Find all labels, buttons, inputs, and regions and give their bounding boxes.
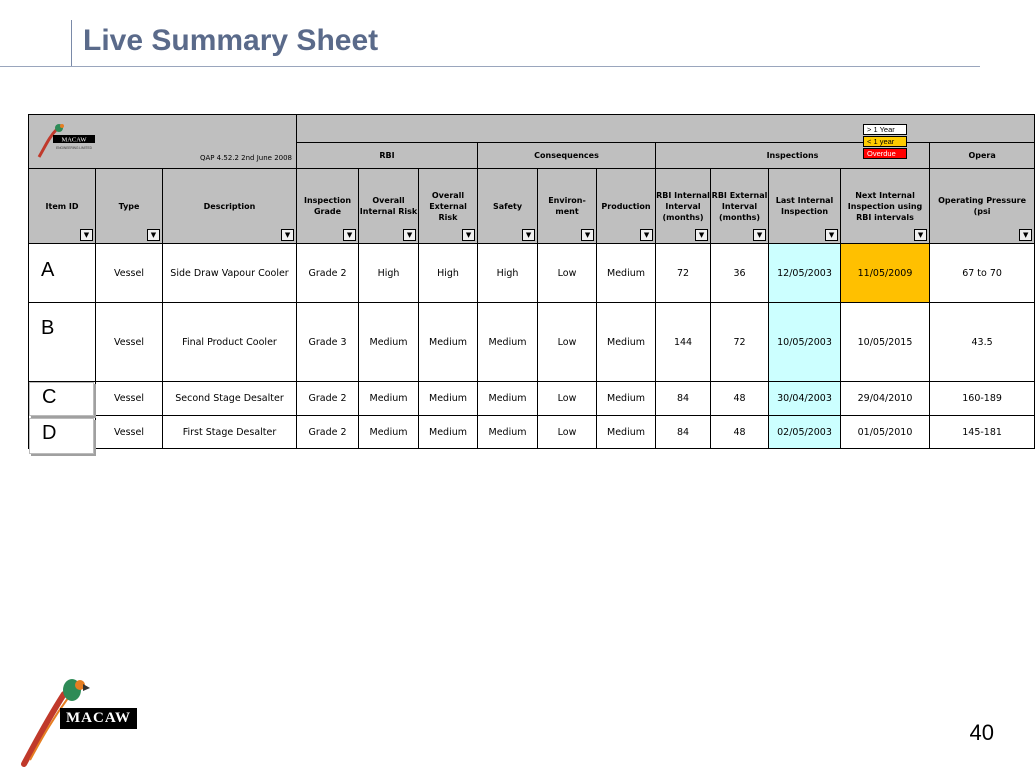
table-row bbox=[29, 382, 1035, 416]
title-divider bbox=[71, 20, 72, 66]
header-external-risk: Overall External Risk ▼ bbox=[419, 169, 478, 244]
legend-under-1-year: < 1 year bbox=[863, 136, 907, 147]
grade-cell[interactable]: Grade 3 bbox=[297, 303, 359, 382]
qap-reference: QAP 4.52.2 2nd June 2008 bbox=[199, 154, 293, 162]
internal-risk-cell[interactable]: High bbox=[359, 244, 419, 303]
summary-spreadsheet bbox=[28, 114, 1029, 452]
internal-risk-cell[interactable]: Medium bbox=[359, 382, 419, 416]
header-type: Type ▼ bbox=[96, 169, 163, 244]
filter-dropdown-icon[interactable]: ▼ bbox=[462, 229, 475, 241]
row-label-d: D bbox=[29, 418, 94, 454]
header-item-id: Item ID ▼ bbox=[29, 169, 96, 244]
header-rbi-internal: RBI Internal Interval (months) ▼ bbox=[656, 169, 711, 244]
filter-dropdown-icon[interactable]: ▼ bbox=[914, 229, 927, 241]
last-inspection-cell[interactable]: 10/05/2003 bbox=[769, 303, 841, 382]
pressure-cell[interactable]: 145-181 bbox=[930, 416, 1035, 449]
rbi-internal-cell[interactable]: 144 bbox=[656, 303, 711, 382]
type-cell[interactable]: Vessel bbox=[96, 303, 163, 382]
header-rbi-external: RBI External Interval (months) ▼ bbox=[711, 169, 769, 244]
rbi-external-cell[interactable]: 48 bbox=[711, 382, 769, 416]
next-inspection-cell[interactable]: 11/05/2009 bbox=[841, 244, 930, 303]
last-inspection-cell[interactable]: 30/04/2003 bbox=[769, 382, 841, 416]
macaw-wordmark: MACAW bbox=[60, 708, 137, 729]
last-inspection-cell[interactable]: 12/05/2003 bbox=[769, 244, 841, 303]
table-row bbox=[29, 244, 1035, 303]
header-operating-pressure: Operating Pressure (psi ▼ bbox=[930, 169, 1035, 244]
external-risk-cell[interactable]: Medium bbox=[419, 416, 478, 449]
next-inspection-cell[interactable]: 01/05/2010 bbox=[841, 416, 930, 449]
grade-cell[interactable]: Grade 2 bbox=[297, 416, 359, 449]
type-cell[interactable]: Vessel bbox=[96, 416, 163, 449]
last-inspection-cell[interactable]: 02/05/2003 bbox=[769, 416, 841, 449]
legend-over-1-year: > 1 Year bbox=[863, 124, 907, 135]
external-risk-cell[interactable]: Medium bbox=[419, 382, 478, 416]
filter-dropdown-icon[interactable]: ▼ bbox=[147, 229, 160, 241]
rbi-internal-cell[interactable]: 84 bbox=[656, 416, 711, 449]
filter-dropdown-icon[interactable]: ▼ bbox=[1019, 229, 1032, 241]
filter-dropdown-icon[interactable]: ▼ bbox=[825, 229, 838, 241]
type-cell[interactable]: Vessel bbox=[96, 382, 163, 416]
production-cell[interactable]: Medium bbox=[597, 244, 656, 303]
header-safety: Safety ▼ bbox=[478, 169, 538, 244]
pressure-cell[interactable]: 67 to 70 bbox=[930, 244, 1035, 303]
filter-dropdown-icon[interactable]: ▼ bbox=[522, 229, 535, 241]
top-banner bbox=[297, 115, 1035, 143]
external-risk-cell[interactable]: Medium bbox=[419, 303, 478, 382]
header-environment: Environ-ment ▼ bbox=[538, 169, 597, 244]
type-cell[interactable]: Vessel bbox=[96, 244, 163, 303]
header-next-inspection: Next Internal Inspection using RBI intervals ▼ bbox=[841, 169, 930, 244]
svg-text:ENGINEERING LIMITED: ENGINEERING LIMITED bbox=[56, 146, 92, 150]
page-title: Live Summary Sheet bbox=[83, 24, 379, 57]
next-inspection-cell[interactable]: 29/04/2010 bbox=[841, 382, 930, 416]
legend-overdue: Overdue bbox=[863, 148, 907, 159]
table-row bbox=[29, 416, 1035, 449]
environment-cell[interactable]: Low bbox=[538, 244, 597, 303]
header-inspection-grade: Inspection Grade ▼ bbox=[297, 169, 359, 244]
title-underline bbox=[0, 66, 980, 67]
safety-cell[interactable]: Medium bbox=[478, 382, 538, 416]
environment-cell[interactable]: Low bbox=[538, 303, 597, 382]
grade-cell[interactable]: Grade 2 bbox=[297, 244, 359, 303]
production-cell[interactable]: Medium bbox=[597, 382, 656, 416]
filter-dropdown-icon[interactable]: ▼ bbox=[753, 229, 766, 241]
next-inspection-cell[interactable]: 10/05/2015 bbox=[841, 303, 930, 382]
environment-cell[interactable]: Low bbox=[538, 416, 597, 449]
description-cell[interactable]: Second Stage Desalter bbox=[163, 382, 297, 416]
description-cell[interactable]: Side Draw Vapour Cooler bbox=[163, 244, 297, 303]
row-label-b: B bbox=[29, 314, 92, 348]
table-row bbox=[29, 303, 1035, 382]
page-number: 40 bbox=[969, 720, 994, 745]
filter-dropdown-icon[interactable]: ▼ bbox=[695, 229, 708, 241]
production-cell[interactable]: Medium bbox=[597, 416, 656, 449]
safety-cell[interactable]: Medium bbox=[478, 416, 538, 449]
filter-dropdown-icon[interactable]: ▼ bbox=[640, 229, 653, 241]
inspection-status-legend bbox=[863, 124, 907, 160]
filter-dropdown-icon[interactable]: ▼ bbox=[581, 229, 594, 241]
rbi-external-cell[interactable]: 48 bbox=[711, 416, 769, 449]
macaw-logo-small bbox=[35, 119, 99, 162]
pressure-cell[interactable]: 160-189 bbox=[930, 382, 1035, 416]
rbi-external-cell[interactable]: 72 bbox=[711, 303, 769, 382]
external-risk-cell[interactable]: High bbox=[419, 244, 478, 303]
safety-cell[interactable]: High bbox=[478, 244, 538, 303]
production-cell[interactable]: Medium bbox=[597, 303, 656, 382]
environment-cell[interactable]: Low bbox=[538, 382, 597, 416]
group-inspections: Inspections bbox=[656, 143, 930, 169]
summary-table bbox=[28, 114, 1035, 449]
internal-risk-cell[interactable]: Medium bbox=[359, 416, 419, 449]
rbi-external-cell[interactable]: 36 bbox=[711, 244, 769, 303]
filter-dropdown-icon[interactable]: ▼ bbox=[281, 229, 294, 241]
sheet-logo-cell bbox=[29, 115, 297, 169]
pressure-cell[interactable]: 43.5 bbox=[930, 303, 1035, 382]
row-label-c: C bbox=[29, 382, 94, 416]
group-consequences: Consequences bbox=[478, 143, 656, 169]
rbi-internal-cell[interactable]: 72 bbox=[656, 244, 711, 303]
header-production: Production ▼ bbox=[597, 169, 656, 244]
header-description: Description ▼ bbox=[163, 169, 297, 244]
description-cell[interactable]: Final Product Cooler bbox=[163, 303, 297, 382]
filter-dropdown-icon[interactable]: ▼ bbox=[403, 229, 416, 241]
row-label-a: A bbox=[29, 256, 92, 290]
group-operating: Opera bbox=[930, 143, 1035, 169]
header-last-inspection: Last Internal Inspection ▼ bbox=[769, 169, 841, 244]
header-internal-risk: Overall Internal Risk ▼ bbox=[359, 169, 419, 244]
safety-cell[interactable]: Medium bbox=[478, 303, 538, 382]
description-cell[interactable]: First Stage Desalter bbox=[163, 416, 297, 449]
filter-dropdown-icon[interactable]: ▼ bbox=[343, 229, 356, 241]
group-rbi: RBI bbox=[297, 143, 478, 169]
svg-text:MACAW: MACAW bbox=[61, 136, 87, 144]
rbi-internal-cell[interactable]: 84 bbox=[656, 382, 711, 416]
filter-dropdown-icon[interactable]: ▼ bbox=[80, 229, 93, 241]
grade-cell[interactable]: Grade 2 bbox=[297, 382, 359, 416]
internal-risk-cell[interactable]: Medium bbox=[359, 303, 419, 382]
